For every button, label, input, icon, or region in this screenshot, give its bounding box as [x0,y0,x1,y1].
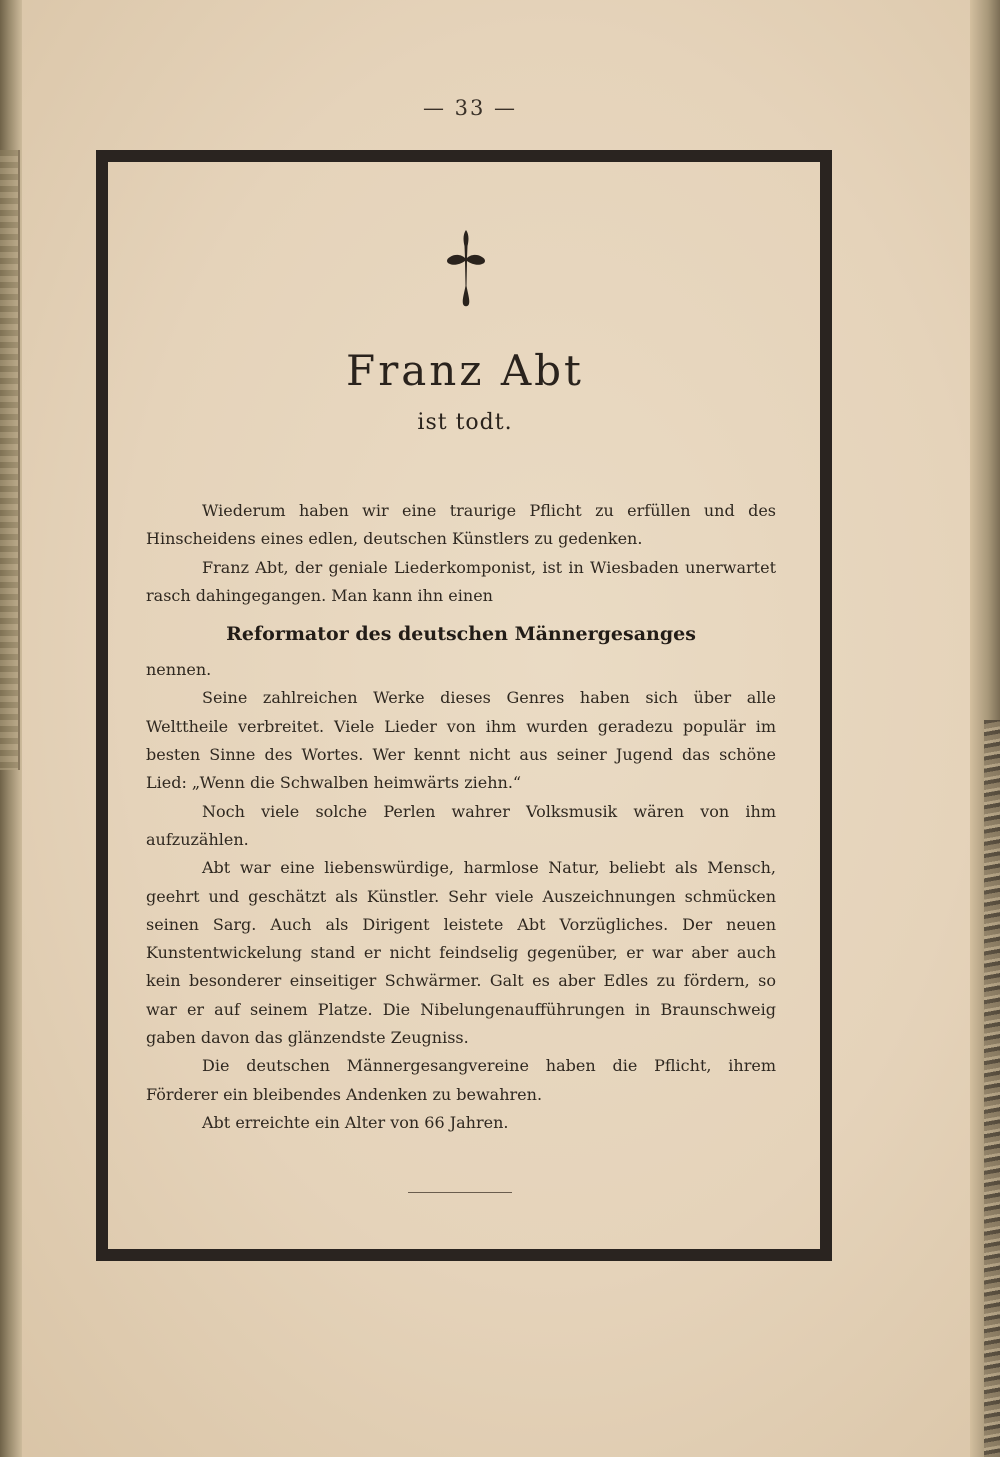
paragraph-continuation: nennen. [146,660,212,680]
section-heading: Reformator des deutschen Männergesanges [226,623,696,646]
paragraph: Abt war eine liebenswürdige, harmlose Natur, beliebt als Mensch, geehrt und geschätzt als Künstler. Sehr viele Auszeichnungen schmücken seinen Sarg. Auch als Dirigent leistete Abt Vorzügliches. Der neuen Kunstentwickelung stand er nicht feindselig gegenüber, er war aber auch kein besonderer einseitiger Schwärmer. Galt es aber Edles zu fördern, so war er auf seinem Platze. Die Nibelungenaufführungen in Braunschweig gaben davon das glänzendste Zeugniss. [146,858,776,1048]
cover-edge [984,720,1000,1457]
paragraph: Abt erreichte ein Alter von 66 Jahren. [202,1112,509,1132]
paragraph: Wiederum haben wir eine traurige Pflicht zu erfüllen und des Hinscheidens eines edlen, deutschen Künstlers zu gedenken. [146,501,776,549]
deceased-name: Franz Abt [346,346,584,395]
paragraph: Noch viele solche Perlen wahrer Volksmusik wären von ihm aufzuzählen. [146,801,776,849]
paragraph: Seine zahlreichen Werke dieses Genres haben sich über alle Welttheile verbreitet. Viele Lieder von ihm wurden geradezu populär im besten Sinne des Wortes. Wer kennt nicht aus seiner Jugend das schöne Lied: „Wenn die Schwalben heimwärts ziehn.“ [146,688,776,793]
page-number: — 33 — [422,96,518,120]
obituary-text [146,497,776,1137]
paragraph: Die deutschen Männergesangvereine haben die Pflicht, ihrem Förderer ein bleibendes Andenken zu bewahren. [146,1056,776,1104]
death-announcement: ist todt. [417,410,513,435]
paragraph: Franz Abt, der geniale Liederkomponist, ist in Wiesbaden unerwartet rasch dahingegangen. Man kann ihn einen [146,557,776,605]
latin-cross-icon [444,228,488,308]
facing-page-edge [0,150,20,770]
closing-rule [408,1192,512,1193]
